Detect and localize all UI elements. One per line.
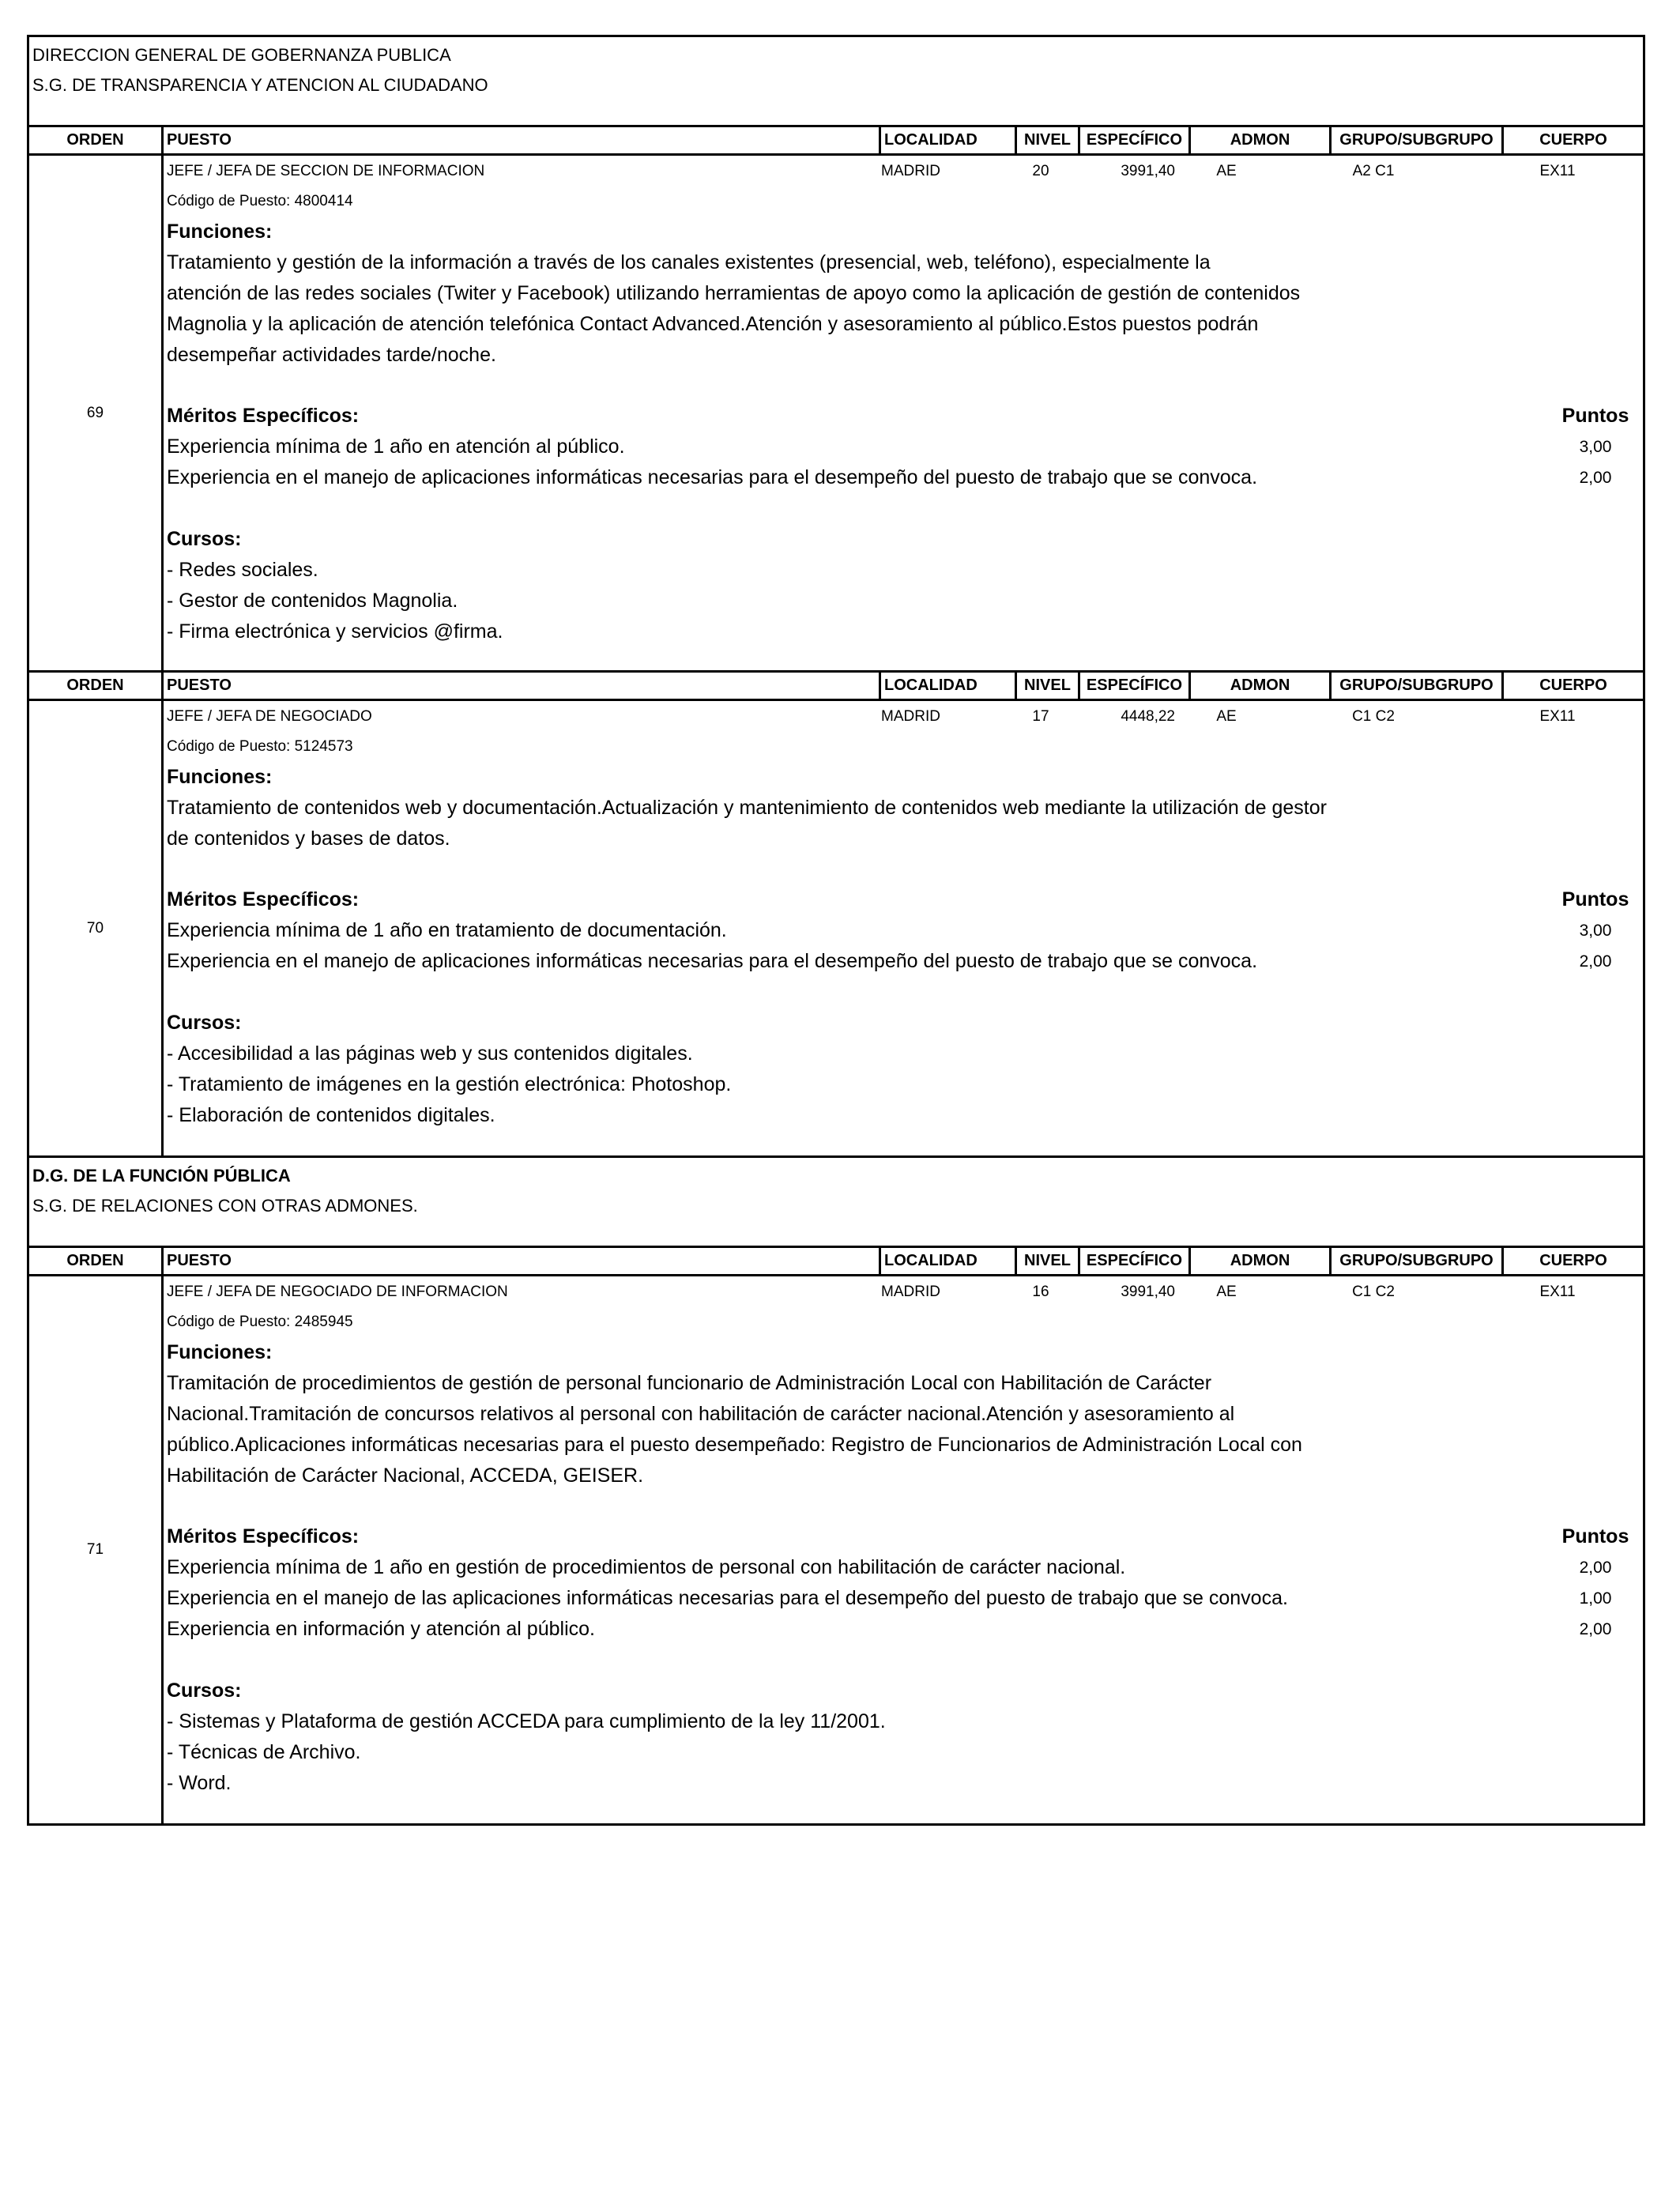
merito-puntos: 3,00 bbox=[1579, 438, 1612, 456]
meritos-header bbox=[167, 884, 1643, 915]
header-admon: ADMON bbox=[1191, 1248, 1332, 1274]
merito-puntos: 2,00 bbox=[1579, 952, 1612, 971]
puesto-grupo: C1 C2 bbox=[1352, 708, 1395, 725]
codigo-puesto: Código de Puesto: 4800414 bbox=[167, 193, 353, 209]
puesto-localidad: MADRID bbox=[881, 1284, 940, 1300]
puesto-content bbox=[164, 1276, 1643, 1823]
puesto-cuerpo: EX11 bbox=[1539, 708, 1576, 725]
header-grupo: GRUPO/SUBGRUPO bbox=[1332, 673, 1504, 699]
header-orden: ORDEN bbox=[29, 127, 164, 153]
table-header bbox=[29, 673, 1643, 701]
puesto-row bbox=[29, 1276, 1643, 1823]
funciones-line: desempeñar actividades tarde/noche. bbox=[167, 344, 496, 366]
puesto-row bbox=[29, 156, 1643, 673]
merito-text: Experiencia mínima de 1 año en atención al público. bbox=[167, 435, 625, 458]
merito-text: Experiencia mínima de 1 año en gestión de procedimientos de personal con habilitación de carácter nacional. bbox=[167, 1556, 1126, 1578]
puesto-name: JEFE / JEFA DE SECCION DE INFORMACION bbox=[167, 163, 485, 179]
puesto-nivel: 20 bbox=[1032, 163, 1049, 179]
curso-item: - Tratamiento de imágenes en la gestión electrónica: Photoshop. bbox=[167, 1073, 732, 1095]
puesto-nivel: 17 bbox=[1032, 708, 1049, 725]
puesto-name: JEFE / JEFA DE NEGOCIADO DE INFORMACION bbox=[167, 1284, 508, 1300]
puesto-summary bbox=[167, 156, 1643, 187]
puesto-especifico: 4448,22 bbox=[1121, 708, 1175, 725]
meritos-title: Méritos Específicos: bbox=[167, 1525, 360, 1547]
merito-puntos: 2,00 bbox=[1579, 1559, 1612, 1577]
curso-item: - Firma electrónica y servicios @firma. bbox=[167, 620, 503, 643]
puntos-title: Puntos bbox=[1561, 1525, 1629, 1547]
puesto-nivel: 16 bbox=[1032, 1284, 1049, 1300]
merito-item bbox=[167, 432, 1643, 462]
header-admon: ADMON bbox=[1191, 127, 1332, 153]
puesto-admon: AE bbox=[1216, 163, 1237, 179]
merito-item bbox=[167, 915, 1643, 946]
header-grupo: GRUPO/SUBGRUPO bbox=[1332, 1248, 1504, 1274]
codigo-puesto: Código de Puesto: 5124573 bbox=[167, 738, 353, 755]
funciones-line: atención de las redes sociales (Twiter y Facebook) utilizando herramientas de apoyo como la aplicación de gestión de contenidos bbox=[167, 282, 1301, 304]
header-puesto: PUESTO bbox=[164, 673, 881, 699]
funciones-title: Funciones: bbox=[167, 766, 273, 788]
curso-item: - Redes sociales. bbox=[167, 559, 318, 581]
puntos-title: Puntos bbox=[1561, 888, 1629, 910]
header-especifico: ESPECÍFICO bbox=[1080, 127, 1191, 153]
section-header bbox=[29, 37, 1643, 127]
merito-item bbox=[167, 1583, 1643, 1614]
table-header bbox=[29, 127, 1643, 156]
header-especifico: ESPECÍFICO bbox=[1080, 673, 1191, 699]
merito-item bbox=[167, 462, 1643, 493]
curso-item: - Word. bbox=[167, 1772, 232, 1794]
puesto-admon: AE bbox=[1216, 708, 1237, 725]
section-direccion: D.G. DE LA FUNCIÓN PÚBLICA bbox=[32, 1166, 291, 1186]
header-localidad: LOCALIDAD bbox=[881, 127, 1017, 153]
puesto-localidad: MADRID bbox=[881, 163, 940, 179]
merito-puntos: 2,00 bbox=[1579, 1620, 1612, 1638]
merito-puntos: 3,00 bbox=[1579, 922, 1612, 940]
header-nivel: NIVEL bbox=[1017, 1248, 1080, 1274]
curso-item: - Elaboración de contenidos digitales. bbox=[167, 1104, 495, 1126]
merito-text: Experiencia en información y atención al público. bbox=[167, 1618, 595, 1640]
table-header bbox=[29, 1248, 1643, 1276]
merito-item bbox=[167, 1552, 1643, 1583]
orden-value: 70 bbox=[29, 701, 164, 1155]
header-cuerpo: CUERPO bbox=[1539, 677, 1607, 694]
funciones-line: Tratamiento de contenidos web y documentación.Actualización y mantenimiento de contenidos web mediante la utilización de gestor bbox=[167, 797, 1327, 819]
puesto-grupo: A2 C1 bbox=[1352, 163, 1395, 179]
merito-text: Experiencia en el manejo de las aplicaciones informáticas necesarias para el desempeño del puesto de trabajo que se convoca. bbox=[167, 1587, 1288, 1609]
merito-item bbox=[167, 946, 1643, 977]
cursos-title: Cursos: bbox=[167, 1012, 242, 1034]
curso-item: - Accesibilidad a las páginas web y sus contenidos digitales. bbox=[167, 1042, 693, 1065]
header-localidad: LOCALIDAD bbox=[881, 1248, 1017, 1274]
puesto-cuerpo: EX11 bbox=[1539, 1284, 1576, 1300]
curso-item: - Gestor de contenidos Magnolia. bbox=[167, 590, 458, 612]
header-especifico: ESPECÍFICO bbox=[1080, 1248, 1191, 1274]
meritos-title: Méritos Específicos: bbox=[167, 405, 360, 427]
header-orden: ORDEN bbox=[29, 673, 164, 699]
section-subdireccion: S.G. DE RELACIONES CON OTRAS ADMONES. bbox=[32, 1196, 418, 1216]
merito-text: Experiencia en el manejo de aplicaciones informáticas necesarias para el desempeño del puesto de trabajo que se convoca. bbox=[167, 466, 1258, 488]
merito-text: Experiencia mínima de 1 año en tratamiento de documentación. bbox=[167, 919, 727, 941]
section-direccion: DIRECCION GENERAL DE GOBERNANZA PUBLICA bbox=[32, 45, 451, 65]
puesto-admon: AE bbox=[1216, 1284, 1237, 1300]
funciones-line: de contenidos y bases de datos. bbox=[167, 827, 450, 850]
puesto-name: JEFE / JEFA DE NEGOCIADO bbox=[167, 708, 372, 725]
funciones-line: Habilitación de Carácter Nacional, ACCEDA, GEISER. bbox=[167, 1465, 644, 1487]
merito-puntos: 1,00 bbox=[1579, 1589, 1612, 1608]
header-localidad: LOCALIDAD bbox=[881, 673, 1017, 699]
header-admon: ADMON bbox=[1191, 673, 1332, 699]
puesto-especifico: 3991,40 bbox=[1121, 163, 1175, 179]
cursos-title: Cursos: bbox=[167, 1679, 242, 1702]
puesto-localidad: MADRID bbox=[881, 708, 940, 725]
puesto-grupo: C1 C2 bbox=[1352, 1284, 1395, 1300]
funciones-line: Tratamiento y gestión de la información a través de los canales existentes (presencial, web, teléfono), especialmente la bbox=[167, 251, 1211, 273]
orden-value: 69 bbox=[29, 156, 164, 670]
funciones-title: Funciones: bbox=[167, 1341, 273, 1363]
curso-item: - Sistemas y Plataforma de gestión ACCEDA para cumplimiento de la ley 11/2001. bbox=[167, 1710, 886, 1732]
curso-item: - Técnicas de Archivo. bbox=[167, 1741, 361, 1763]
puesto-content bbox=[164, 701, 1643, 1155]
section-subdireccion: S.G. DE TRANSPARENCIA Y ATENCION AL CIUDADANO bbox=[32, 75, 488, 95]
header-nivel: NIVEL bbox=[1017, 673, 1080, 699]
meritos-title: Méritos Específicos: bbox=[167, 888, 360, 910]
puesto-summary bbox=[167, 701, 1643, 733]
funciones-line: Tramitación de procedimientos de gestión de personal funcionario de Administración Local con Habilitación de Carácter bbox=[167, 1372, 1212, 1394]
puesto-cuerpo: EX11 bbox=[1539, 163, 1576, 179]
funciones-title: Funciones: bbox=[167, 221, 273, 243]
puntos-title: Puntos bbox=[1561, 405, 1629, 427]
merito-puntos: 2,00 bbox=[1579, 469, 1612, 487]
section-header bbox=[29, 1158, 1643, 1248]
puesto-row bbox=[29, 701, 1643, 1158]
header-nivel: NIVEL bbox=[1017, 127, 1080, 153]
puesto-especifico: 3991,40 bbox=[1121, 1284, 1175, 1300]
header-grupo: GRUPO/SUBGRUPO bbox=[1332, 127, 1504, 153]
funciones-line: público.Aplicaciones informáticas necesarias para el puesto desempeñado: Registro de Funcionarios de Administración Local con bbox=[167, 1434, 1302, 1456]
header-cuerpo: CUERPO bbox=[1539, 1252, 1607, 1269]
funciones-line: Magnolia y la aplicación de atención telefónica Contact Advanced.Atención y asesoramiento al público.Estos puestos podrán bbox=[167, 313, 1259, 335]
header-puesto: PUESTO bbox=[164, 127, 881, 153]
header-puesto: PUESTO bbox=[164, 1248, 881, 1274]
puesto-content bbox=[164, 156, 1643, 670]
codigo-puesto: Código de Puesto: 2485945 bbox=[167, 1314, 353, 1330]
meritos-header bbox=[167, 1521, 1643, 1552]
puesto-summary bbox=[167, 1276, 1643, 1308]
header-cuerpo: CUERPO bbox=[1539, 131, 1607, 149]
merito-item bbox=[167, 1614, 1643, 1645]
merito-text: Experiencia en el manejo de aplicaciones informáticas necesarias para el desempeño del puesto de trabajo que se convoca. bbox=[167, 950, 1258, 972]
document-frame bbox=[27, 35, 1645, 1826]
cursos-title: Cursos: bbox=[167, 528, 242, 550]
orden-value: 71 bbox=[29, 1276, 164, 1823]
funciones-line: Nacional.Tramitación de concursos relativos al personal con habilitación de carácter nacional.Atención y asesoramiento al bbox=[167, 1403, 1235, 1425]
header-orden: ORDEN bbox=[29, 1248, 164, 1274]
meritos-header bbox=[167, 401, 1643, 432]
